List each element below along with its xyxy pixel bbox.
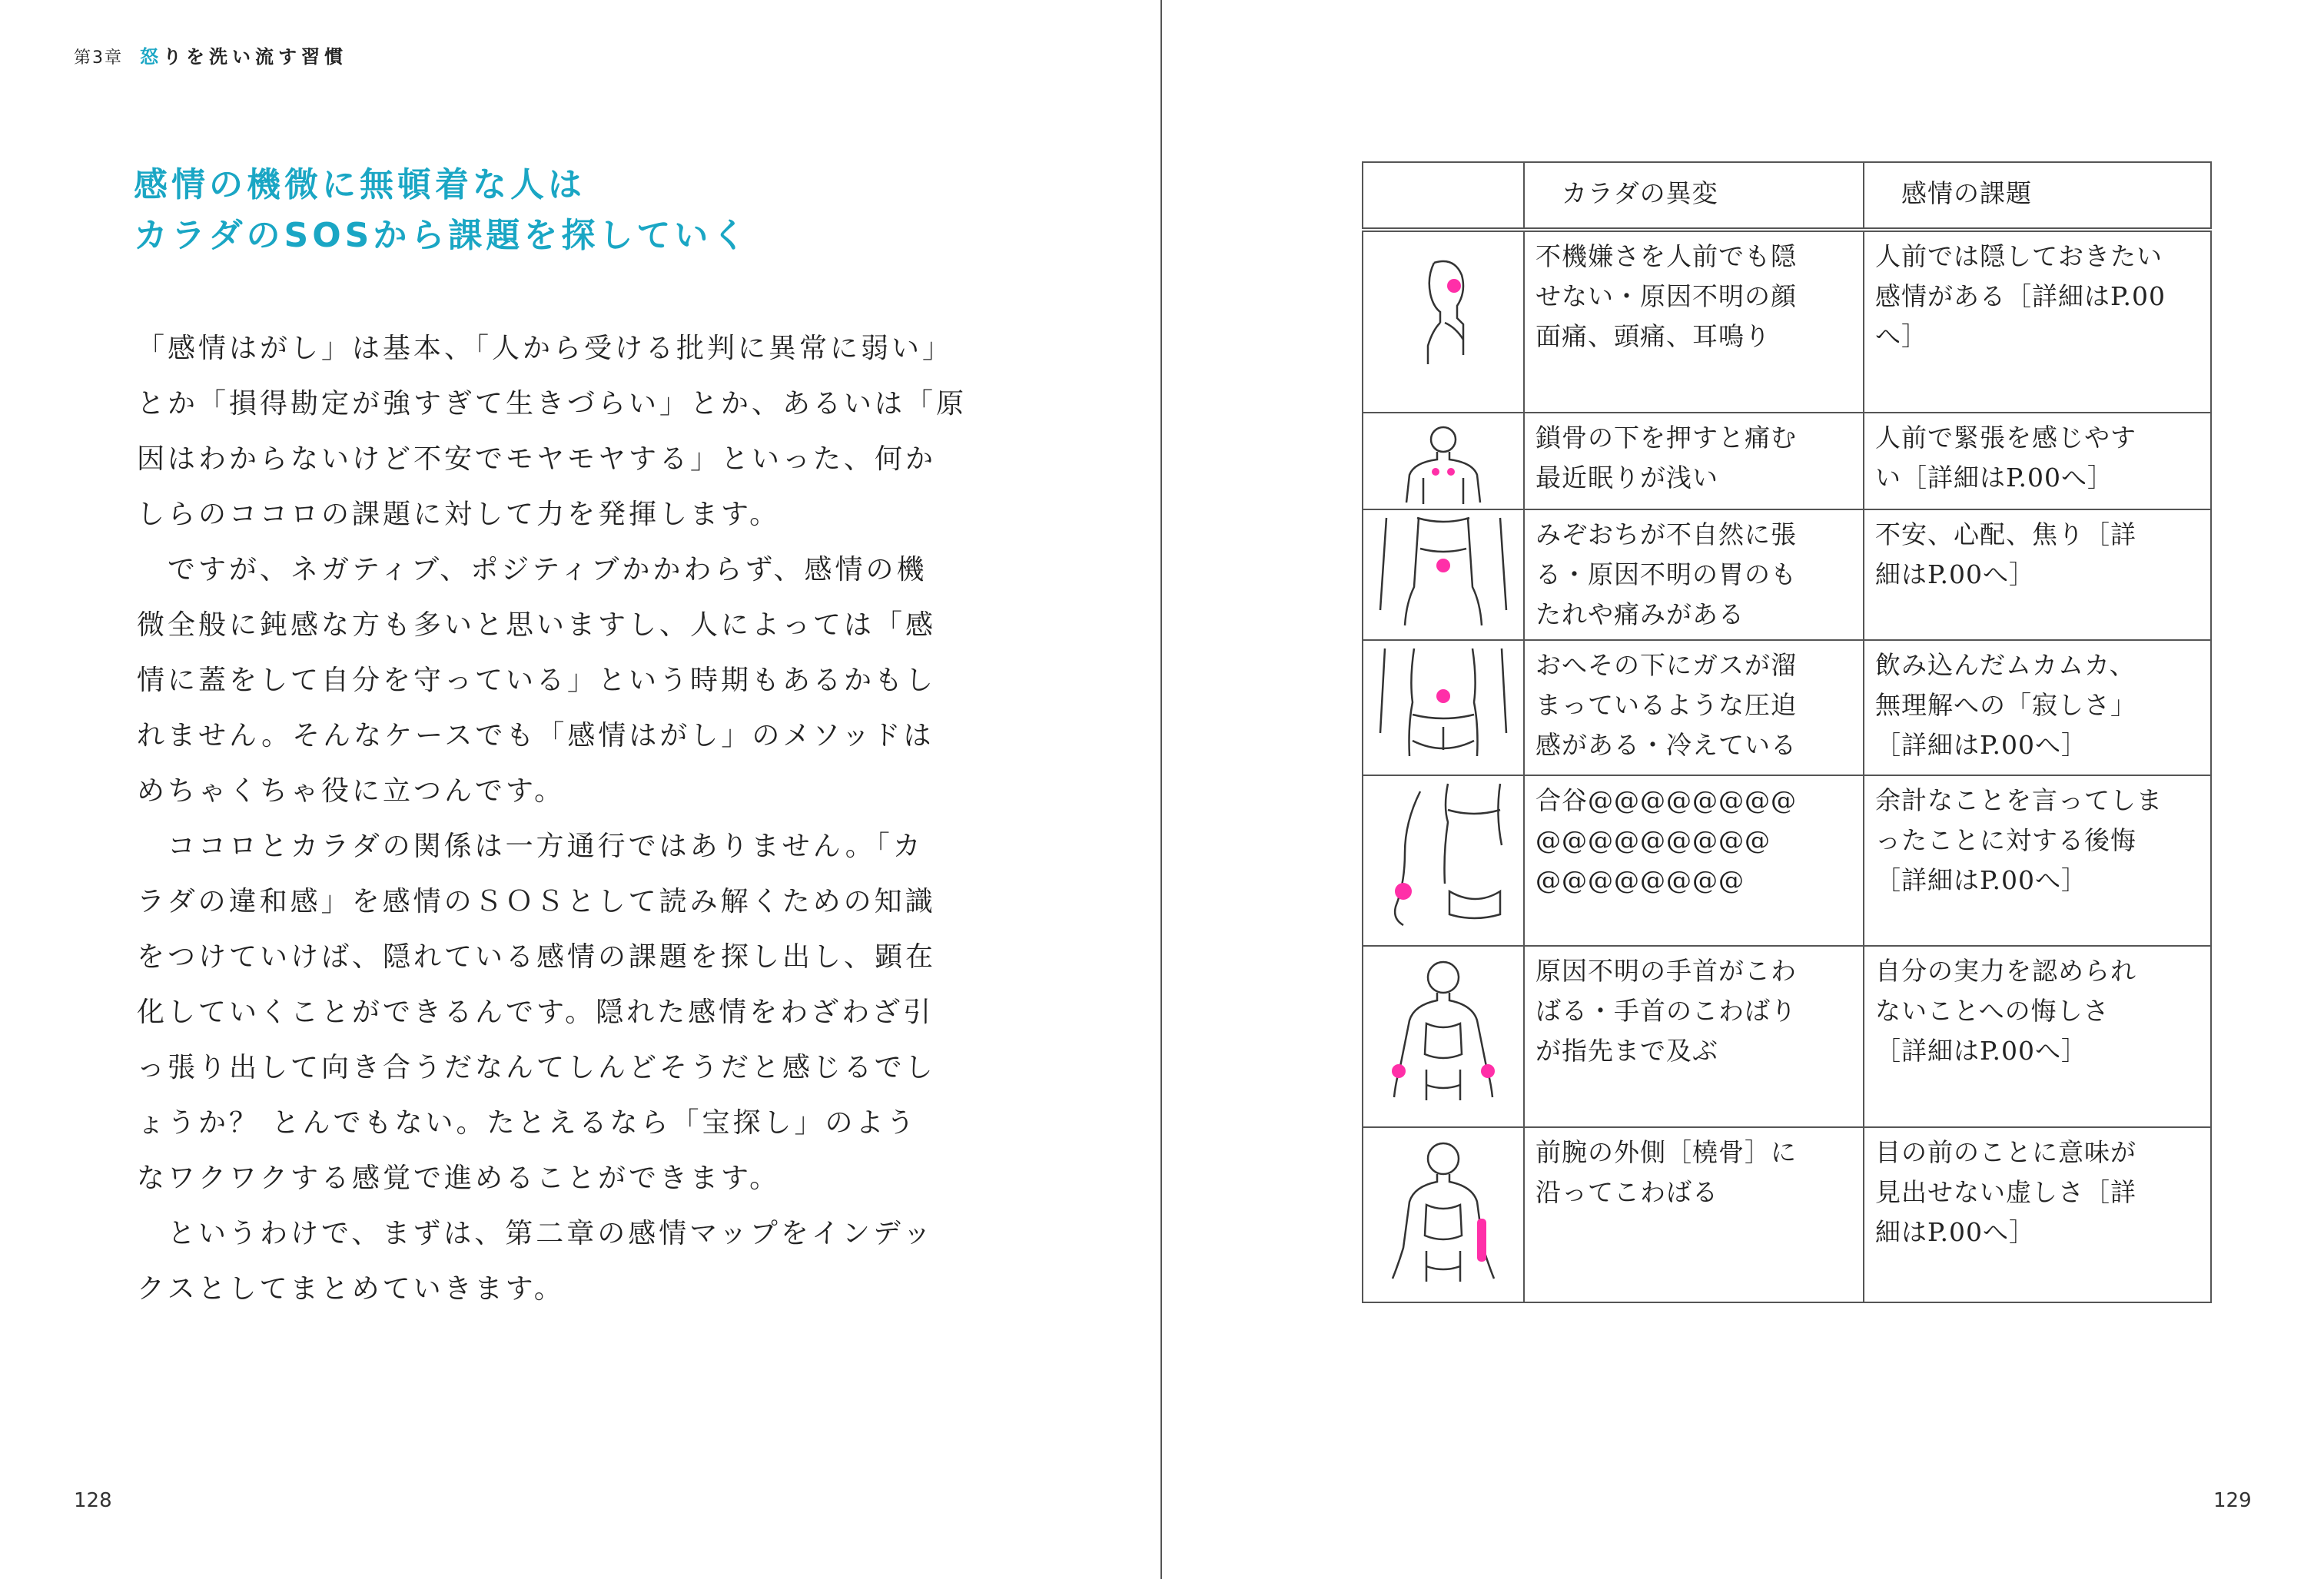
cell-line: 余計なことを言ってしま (1875, 785, 2163, 815)
cell-line: 鎖骨の下を押すと痛む (1536, 423, 1797, 453)
cell-line: 面痛、頭痛、耳鳴り (1536, 321, 1771, 351)
cell-line: 最近眠りが浅い (1536, 463, 1718, 493)
figure-cell (1363, 640, 1524, 775)
cell-line: 不機嫌さを人前でも隠 (1536, 241, 1797, 271)
figure-cell (1363, 509, 1524, 640)
cell-line: 飲み込んだムカムカ、 (1875, 650, 2136, 680)
emotion-issue-cell (1864, 413, 2211, 509)
header-blank-cell (1363, 162, 1524, 228)
right-page (1162, 0, 2324, 1579)
head-profile-icon (1363, 232, 1523, 409)
table-header-row (1363, 162, 2211, 228)
body-line: しらのココロの課題に対して力を発揮します。 (137, 499, 781, 530)
body-line: ですが、ネガティブ、ポジティブかかわらず、感情の機 (137, 554, 928, 585)
body-change-cell (1524, 946, 1864, 1127)
section-headline (134, 160, 749, 261)
body-change-cell (1524, 775, 1864, 946)
figure-cell (1363, 231, 1524, 413)
chapter-label: 第3章 (74, 48, 123, 68)
hand-point-icon (1363, 776, 1523, 942)
body-line: 微全般に鈍感な方も多いと思いますし、人によっては「感 (137, 609, 937, 641)
body-line: ラダの違和感」を感情のＳＯＳとして読み解くための知識 (137, 886, 936, 917)
body-change-cell (1524, 231, 1864, 413)
cell-line: ったことに対する後悔 (1875, 825, 2136, 855)
body-line: 化していくことができるんです。隠れた感情をわざわざ引 (137, 997, 935, 1028)
cell-line: @@@@@@@@ (1536, 865, 1745, 895)
body-line: なワクワクする感覚で進めることができます。 (137, 1163, 781, 1194)
cell-line: 細はP.00へ］ (1875, 559, 2035, 589)
body-change-cell (1524, 413, 1864, 509)
cell-line: 感がある・冷えている (1536, 730, 1797, 760)
body-line: とか「損得勘定が強すぎて生きづらい」とか、あるいは「原 (137, 388, 968, 420)
table-row (1363, 1127, 2211, 1302)
body-line: 情に蓋をして自分を守っている」という時期もあるかもし (137, 665, 937, 696)
cell-line: 人前で緊張を感じやす (1875, 423, 2136, 453)
page-number-left: 128 (74, 1489, 112, 1512)
cell-line: ［詳細はP.00へ］ (1875, 730, 2087, 760)
emotion-issue-cell (1864, 509, 2211, 640)
cell-line: ［詳細はP.00へ］ (1875, 1036, 2087, 1066)
emotion-issue-cell (1864, 231, 2211, 413)
cell-line: 目の前のことに意味が (1875, 1137, 2136, 1167)
cell-line: 人前では隠しておきたい (1875, 241, 2163, 271)
body-change-cell (1524, 640, 1864, 775)
table-row (1363, 775, 2211, 946)
cell-line: 見出せない虚しさ［詳 (1875, 1177, 2136, 1207)
figure-cell (1363, 946, 1524, 1127)
cell-line: みぞおちが不自然に張 (1536, 519, 1797, 549)
table-row (1363, 413, 2211, 509)
body-paragraphs (137, 321, 974, 1317)
forearm-icon (1363, 1128, 1523, 1299)
cell-line: 前腕の外側［橈骨］に (1536, 1137, 1797, 1167)
body-line: めちゃくちゃ役に立つんです。 (137, 775, 566, 807)
header-body-change: カラダの異変 (1524, 162, 1864, 228)
wrist-icon (1363, 947, 1523, 1123)
cell-line: 原因不明の手首がこわ (1536, 956, 1797, 986)
emotion-issue-cell (1864, 640, 2211, 775)
cell-line: 合谷@@@@@@@@ (1536, 785, 1797, 815)
cell-line: おへその下にガスが溜 (1536, 650, 1797, 680)
cell-line: 無理解への「寂しさ」 (1875, 690, 2136, 720)
cell-line: まっているような圧迫 (1536, 690, 1797, 720)
chapter-title-accent: 怒 (140, 46, 163, 68)
cell-line: い［詳細はP.00へ］ (1875, 463, 2113, 493)
body-line: クスとしてまとめていきます。 (137, 1273, 565, 1305)
table-row (1363, 231, 2211, 413)
emotion-issue-cell (1864, 946, 2211, 1127)
headline-line: カラダのSOSから課題を探していく (134, 216, 750, 255)
figure-cell (1363, 775, 1524, 946)
body-line: っ張り出して向き合うだなんてしんどそうだと感じるでし (137, 1052, 936, 1083)
collarbone-icon (1363, 413, 1523, 506)
body-line: をつけていけば、隠れている感情の課題を探し出し、顕在 (137, 941, 937, 973)
table-row (1363, 509, 2211, 640)
table-row (1363, 640, 2211, 775)
cell-line: ないことへの悔しさ (1875, 996, 2110, 1026)
body-line: 因はわからないけど不安でモヤモヤする」といった、何か (137, 443, 937, 475)
cell-line: たれや痛みがある (1536, 599, 1745, 629)
cell-line: 不安、心配、焦り［詳 (1875, 519, 2136, 549)
cell-line: ［詳細はP.00へ］ (1875, 865, 2087, 895)
cell-line: 細はP.00へ］ (1875, 1217, 2035, 1247)
body-line: 「感情はがし」は基本、「人から受ける批判に異常に弱い」 (137, 333, 954, 364)
running-head (74, 41, 347, 68)
cell-line: ばる・手首のこわばり (1536, 996, 1797, 1026)
chapter-title: りを洗い流す習慣 (163, 46, 347, 68)
page-number-right: 129 (2213, 1489, 2252, 1512)
body-line: れません。そんなケースでも「感情はがし」のメソッドは (137, 720, 935, 751)
cell-line: へ］ (1875, 321, 1927, 351)
solar-plexus-icon (1363, 510, 1523, 632)
cell-line: せない・原因不明の顔 (1536, 281, 1797, 311)
body-change-cell (1524, 509, 1864, 640)
figure-cell (1363, 1127, 1524, 1302)
cell-line: が指先まで及ぶ (1536, 1036, 1718, 1066)
body-change-cell (1524, 1127, 1864, 1302)
body-line: というわけで、まずは、第二章の感情マップをインデッ (137, 1218, 935, 1249)
lower-belly-icon (1363, 641, 1523, 771)
cell-line: 感情がある［詳細はP.00 (1875, 281, 2166, 311)
emotion-issue-cell (1864, 1127, 2211, 1302)
headline-line: 感情の機微に無頓着な人は (134, 165, 586, 204)
cell-line: @@@@@@@@@ (1536, 825, 1771, 855)
body-emotion-table (1362, 161, 2212, 1303)
body-line: ょうか？ とんでもない。たとえるなら「宝探し」のよう (137, 1107, 918, 1139)
cell-line: 自分の実力を認められ (1875, 956, 2136, 986)
table-row (1363, 946, 2211, 1127)
cell-line: る・原因不明の胃のも (1536, 559, 1797, 589)
emotion-issue-cell (1864, 775, 2211, 946)
figure-cell (1363, 413, 1524, 509)
body-line: ココロとカラダの関係は一方通行ではありません。「カ (137, 831, 924, 862)
cell-line: 沿ってこわばる (1536, 1177, 1718, 1207)
header-emotion-issue: 感情の課題 (1864, 162, 2211, 228)
